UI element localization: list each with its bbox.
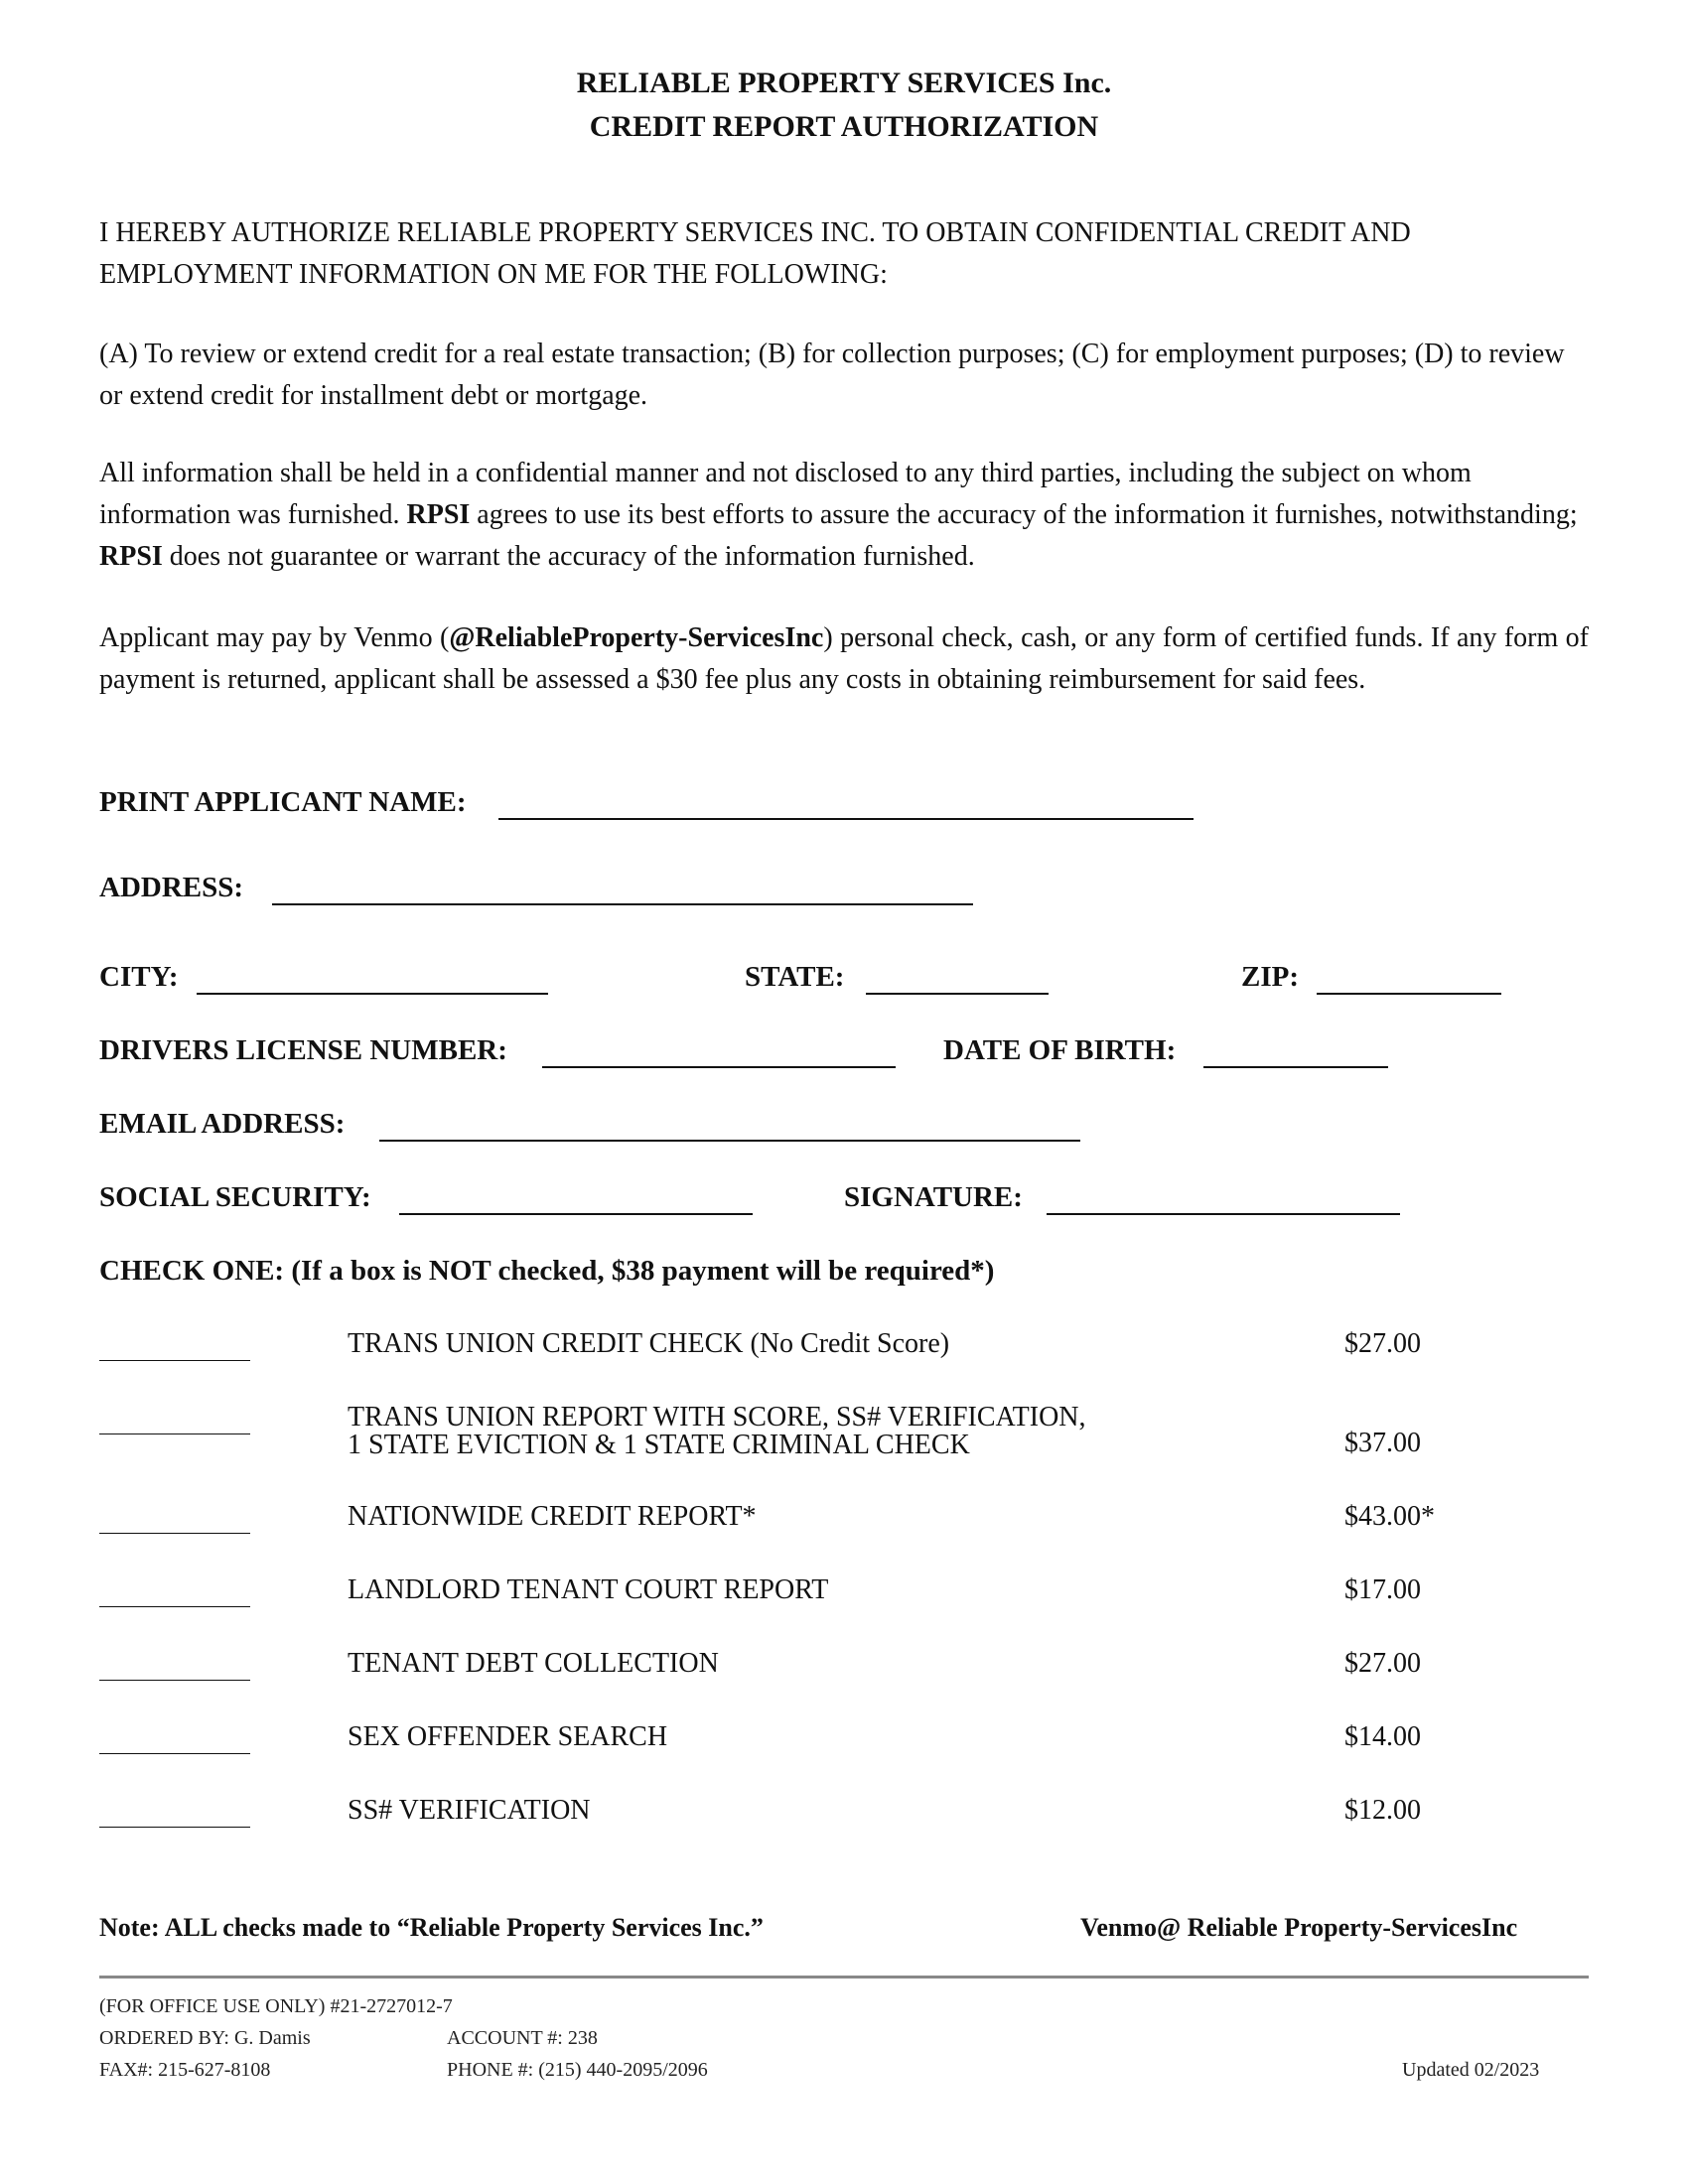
confidential-text-2: agrees to use its best efforts to assure the accuracy of the information it furnishes, notwithstanding;: [477, 499, 1578, 530]
city-field[interactable]: [197, 993, 548, 995]
option-label: NATIONWIDE CREDIT REPORT*: [348, 1501, 757, 1532]
rpsi-abbrev-2: RPSI: [99, 541, 163, 572]
state-field[interactable]: [866, 993, 1049, 995]
date-of-birth-label: DATE OF BIRTH:: [943, 1034, 1177, 1066]
office-use-line: (FOR OFFICE USE ONLY) #21-2727012-7: [99, 1995, 453, 2017]
purposes-paragraph: (A) To review or extend credit for a real estate transaction; (B) for collection purposes; (C) for employment purposes; (D) to review or extend credit for installment debt or mortgage.: [99, 339, 1565, 411]
confidential-text-1: All information shall be held in a confidential manner and not disclosed to any third parties, including the subject on whom information was furnished.: [99, 458, 1472, 530]
state-label: STATE:: [745, 961, 845, 993]
form-title: CREDIT REPORT AUTHORIZATION: [589, 110, 1099, 143]
phone-number: PHONE #: (215) 440-2095/2096: [447, 2059, 708, 2081]
drivers-license-field[interactable]: [542, 1066, 896, 1068]
applicant-name-field[interactable]: [498, 818, 1194, 820]
payment-text-1: Applicant may pay by Venmo (: [99, 622, 450, 653]
option-label: LANDLORD TENANT COURT REPORT: [348, 1574, 829, 1605]
signature-field[interactable]: [1047, 1213, 1400, 1215]
signature-label: SIGNATURE:: [844, 1181, 1023, 1213]
option-price: $27.00: [1344, 1648, 1421, 1679]
option-checkbox-line[interactable]: [99, 1827, 250, 1828]
option-label: SS# VERIFICATION: [348, 1795, 591, 1826]
option-checkbox-line[interactable]: [99, 1606, 250, 1607]
option-label: TRANS UNION CREDIT CHECK (No Credit Score): [348, 1328, 950, 1359]
date-of-birth-field[interactable]: [1203, 1066, 1388, 1068]
venmo-handle: @ReliableProperty-ServicesInc: [449, 622, 824, 653]
email-field[interactable]: [379, 1140, 1080, 1142]
confidential-text-3: does not guarantee or warrant the accuracy of the information furnished.: [169, 541, 975, 572]
address-label: ADDRESS:: [99, 872, 244, 903]
option-label-line-2: 1 STATE EVICTION & 1 STATE CRIMINAL CHECK: [348, 1430, 970, 1460]
option-checkbox-line[interactable]: [99, 1753, 250, 1754]
option-price: $27.00: [1344, 1328, 1421, 1359]
company-name: RELIABLE PROPERTY SERVICES Inc.: [576, 67, 1112, 99]
option-label: SEX OFFENDER SEARCH: [348, 1721, 668, 1752]
option-price: $17.00: [1344, 1574, 1421, 1605]
option-label: TENANT DEBT COLLECTION: [348, 1648, 719, 1679]
footer-divider: [99, 1976, 1589, 1979]
address-field[interactable]: [272, 903, 973, 905]
checks-payable-note: Note: ALL checks made to “Reliable Property Services Inc.”: [99, 1913, 764, 1942]
option-checkbox-line[interactable]: [99, 1680, 250, 1681]
option-price: $14.00: [1344, 1721, 1421, 1752]
rpsi-abbrev-1: RPSI: [406, 499, 471, 530]
option-price: $43.00*: [1344, 1501, 1435, 1532]
updated-date: Updated 02/2023: [1402, 2059, 1540, 2081]
option-checkbox-line[interactable]: [99, 1360, 250, 1361]
option-checkbox-line[interactable]: [99, 1433, 250, 1434]
check-one-heading: CHECK ONE: (If a box is NOT checked, $38 payment will be required*): [99, 1255, 995, 1287]
social-security-field[interactable]: [399, 1213, 753, 1215]
venmo-note: Venmo@ Reliable Property-ServicesInc: [1080, 1913, 1518, 1942]
applicant-name-label: PRINT APPLICANT NAME:: [99, 786, 467, 818]
option-price: $12.00: [1344, 1795, 1421, 1826]
zip-field[interactable]: [1317, 993, 1501, 995]
option-checkbox-line[interactable]: [99, 1533, 250, 1534]
payment-text-2: ) personal check, cash, or any form of certified funds. If any form of payment is returned, applicant shall be assessed a $30 fee plus any costs in obtaining reimbursement for said fees.: [99, 622, 1589, 695]
fax-number: FAX#: 215-627-8108: [99, 2059, 271, 2081]
drivers-license-label: DRIVERS LICENSE NUMBER:: [99, 1034, 507, 1066]
account-number: ACCOUNT #: 238: [447, 2027, 598, 2049]
payment-paragraph: [99, 617, 1589, 701]
option-label: TRANS UNION REPORT WITH SCORE, SS# VERIFICATION,: [348, 1402, 1086, 1433]
option-price: $37.00: [1344, 1428, 1421, 1458]
social-security-label: SOCIAL SECURITY:: [99, 1181, 371, 1213]
confidentiality-paragraph: [99, 453, 1589, 578]
email-label: EMAIL ADDRESS:: [99, 1108, 346, 1140]
authorization-paragraph: I HEREBY AUTHORIZE RELIABLE PROPERTY SERVICES INC. TO OBTAIN CONFIDENTIAL CREDIT AND EMPLOYMENT INFORMATION ON ME FOR THE FOLLOWING:: [99, 217, 1411, 290]
city-label: CITY:: [99, 961, 179, 993]
ordered-by: ORDERED BY: G. Damis: [99, 2027, 311, 2049]
zip-label: ZIP:: [1241, 961, 1299, 993]
